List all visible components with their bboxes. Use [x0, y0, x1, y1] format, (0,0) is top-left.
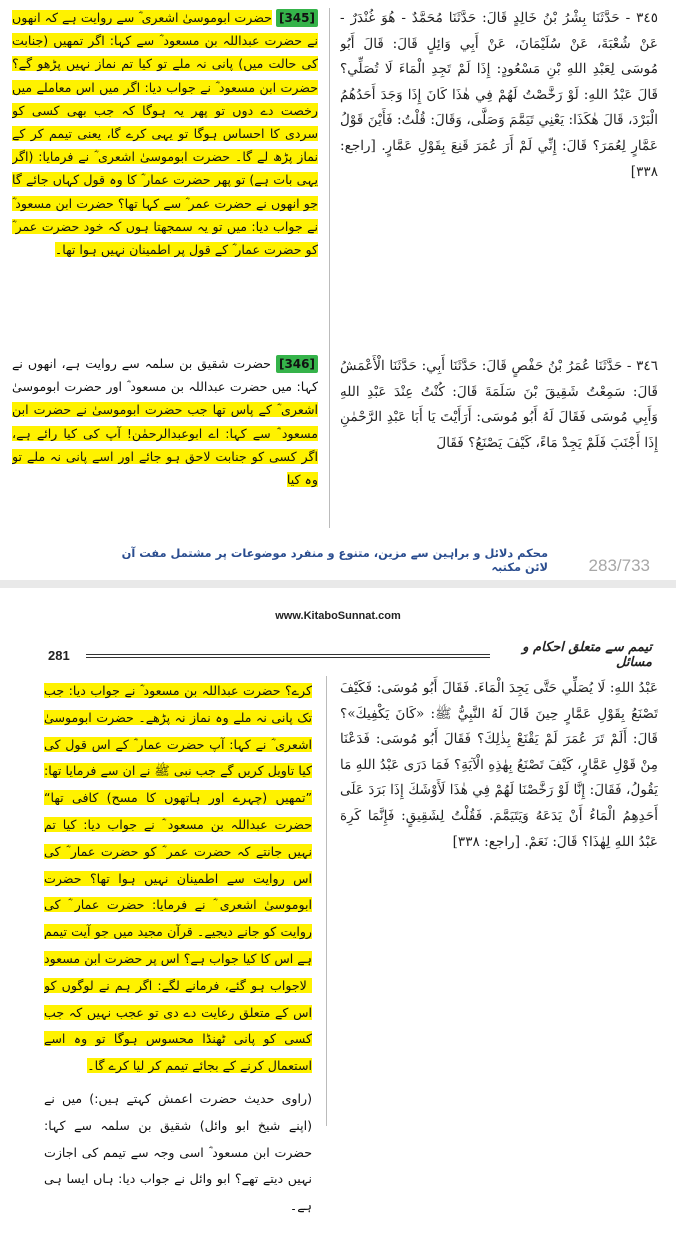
page-281 — [0, 588, 676, 1244]
header-rule — [86, 654, 490, 658]
hadith-346-urdu-highlight: اشعری ؓ کے پاس تھا جب حضرت ابوموسیٰ نے حضرت ابن مسعود ؓ سے کہا: اے ابوعبدالرحمٰن! آپ کی کیا رائے ہے، اگر کسی کو جنابت لاحق ہو جائے اور اسے پانی نہ ملے تو وہ کیا — [12, 402, 318, 488]
hadith-346-arabic-cont — [340, 676, 658, 946]
hadith-346-arabic — [340, 354, 658, 534]
hadith-345-arabic — [340, 6, 658, 281]
page-283 — [0, 0, 676, 580]
hadith-345-urdu-text: حضرت ابوموسیٰ اشعری ؓ سے روایت ہے کہ انھوں نے حضرت عبداللہ بن مسعود ؓ سے کہا: اگر تمھیں (جنابت کی حالت میں) پانی نہ ملے تو کیا تم نماز نہیں پڑھو گے؟ حضرت ابن مسعود ؓ نے جواب دیا: اگر میں اس معاملے میں رخصت دے دوں تو پھر یہ ہوگا کہ جب بھی کسی کو سردی کا احساس ہوگا تو یہی کرے گا، یعنی تیمم کر کے نماز پڑھ لے گا۔ حضرت ابوموسیٰ اشعری ؓ نے فرمایا: (اگر یہی بات ہے) تو پھر حضرت عمار ؓ کا وہ قول کہاں جائے گا جو انھوں نے حضرت عمر ؓ سے کہا تھا؟ حضرت ابن مسعود ؓ نے جواب دیا: میں تو یہ سمجھتا ہوں کہ خود حضرت عمر ؓ کو حضرت عمار ؓ کے قول پر اطمینان نہیں ہوا تھا۔ — [12, 10, 318, 258]
hadith-345-urdu — [12, 6, 318, 346]
hadith-346-arabic-text: ٣٤٦ - حَدَّثَنَا عُمَرُ بْنُ حَفْصٍ قَالَ: حَدَّثَنَا أَبِي: حَدَّثَنَا الْأَعْمَشُ قَالَ: سَمِعْتُ شَقِيقَ بْنَ سَلَمَةَ قَالَ: كُنْتُ عِنْدَ عَبْدِ اللهِ وَأَبِي مُوسَى فَقَالَ لَهُ أَبُو مُوسَى: أَرَأَيْتَ يَا أَبَا عَبْدِ الرَّحْمٰنِ إِذَا أَجْنَبَ فَلَمْ يَجِدْ مَاءً، كَيْفَ يَصْنَعُ؟ فَقَالَ — [340, 358, 658, 451]
page-number: 281 — [48, 648, 70, 663]
urdu-cont-highlight: کرے؟ حضرت عبداللہ بن مسعود ؓ نے جواب دیا: جب تک پانی نہ ملے وہ نماز نہ پڑھے۔ حضرت ابوموسیٰ اشعری ؓ نے کہا: آپ حضرت عمار ؓ کے اس قول کی کیا تاویل کریں گے جب نبی ﷺ نے ان سے فرمایا تھا: ”تمھیں (چہرے اور ہاتھوں کا مسح) کافی تھا“ حضرت عبداللہ بن مسعود ؓ نے جواب دیا: کیا تم نہیں جانتے کہ حضرت عمر ؓ کو حضرت عمار ؓ کی اس روایت سے اطمینان نہیں ہوا تھا؟ حضرت ابوموسیٰ اشعری ؓ نے فرمایا: حضرت عمار ؓ کی روایت کو جانے دیجیے۔ قرآن مجید میں جو آیت تیمم ہے اس کا کیا جواب ہے؟ اس پر حضرت ابن مسعود ؓ لاجواب ہو گئے، فرمانے لگے: اگر ہم نے لوگوں کو اس کے متعلق رعایت دے دی تو عجب نہیں کہ جب کسی کو پانی ٹھنڈا محسوس ہوگا تو وہ اسے استعمال کرنے کے بجائے تیمم کر لیا کرے گا۔ — [44, 683, 312, 1074]
urdu-cont-plain: (راوی حدیث حضرت اعمش کہتے ہیں:) میں نے (اپنے شیخ ابو وائل) شقیق بن سلمہ سے کہا: حضرت ابن مسعود ؓ اسی وجہ سے تیمم کی اجازت نہیں دیتے تھے؟ ابو وائل نے جواب دیا: ہاں ایسا ہی ہے۔ — [44, 1090, 312, 1214]
hadith-number-tag: [346] — [276, 355, 318, 373]
hadith-346-arabic-cont-text: عَبْدُ اللهِ: لَا يُصَلِّي حَتَّى يَجِدَ الْمَاءَ. فَقَالَ أَبُو مُوسَى: فَكَيْفَ تَصْنَعُ بِقَوْلِ عَمَّارٍ حِينَ قَالَ لَهُ النَّبِيُّ ﷺ: «كَانَ يَكْفِيكَ»؟ قَالَ: أَلَمْ تَرَ عُمَرَ لَمْ يَقْنَعْ بِذٰلِكَ؟ فَقَالَ أَبُو مُوسَى: فَدَعْنَا مِنْ قَوْلِ عَمَّارٍ، كَيْفَ تَصْنَعُ بِهٰذِهِ الْآيَةِ؟ فَمَا دَرَى عَبْدُ اللهِ مَا يَقُولُ، فَقَالَ: إِنَّا لَوْ رَخَّصْنَا لَهُمْ فِي هٰذَا لَأَوْشَكَ إِذَا بَرَدَ عَلَى أَحَدِهِمُ الْمَاءُ أَنْ يَدَعَهُ وَيَتَيَمَّمَ. فَقُلْتُ لِشَقِيقٍ: فَإِنَّمَا كَرِهَ عَبْدُ اللهِ لِهٰذَا؟ قَالَ: نَعَمْ. [راجع: ٣٣٨] — [340, 680, 658, 850]
page-counter: 283/733 — [588, 556, 650, 575]
column-divider — [329, 8, 330, 528]
hadith-number-tag: [345] — [276, 9, 318, 27]
hadith-346-urdu-cont — [44, 678, 312, 1238]
hadith-346-urdu — [12, 352, 318, 534]
site-url[interactable]: www.KitaboSunnat.com — [275, 610, 401, 622]
column-divider — [326, 676, 327, 1126]
hadith-346-urdu-plain: حضرت شقیق بن سلمہ سے روایت ہے، انھوں نے کہا: میں حضرت عبداللہ بن مسعود ؓ اور حضرت ابوموسیٰ — [12, 356, 318, 395]
running-head: تیمم سے متعلق احکام و مسائل — [522, 640, 652, 670]
page-divider — [0, 580, 676, 588]
library-footer: محکم دلائل و براہین سے مزین، متنوع و منفرد موضوعات پر مشتمل مفت آن لائن مکتبہ — [121, 546, 548, 574]
hadith-345-arabic-text: ٣٤٥ - حَدَّثَنَا بِشْرُ بْنُ خَالِدٍ قَالَ: حَدَّثَنَا مُحَمَّدٌ - هُوَ غُنْدَرٌ - عَنْ شُعْبَةَ، عَنْ سُلَيْمَانَ، عَنْ أَبِي وَائِلٍ قَالَ: قَالَ أَبُو مُوسَى لِعَبْدِ اللهِ بْنِ مَسْعُودٍ: إِذَا لَمْ تَجِدِ الْمَاءَ لَا تُصَلِّي؟ قَالَ عَبْدُ اللهِ: لَوْ رَخَّصْتُ لَهُمْ فِي هٰذَا كَانَ إِذَا وَجَدَ أَحَدُهُمُ الْبَرْدَ، قَالَ هٰكَذَا: يَعْنِي تَيَمَّمَ وَصَلَّى، وَقَالَ: قُلْتُ: فَأَيْنَ قَوْلُ عَمَّارٍ لِعُمَرَ؟ قَالَ: إِنِّي لَمْ أَرَ عُمَرَ قَنِعَ بِقَوْلِ عَمَّارٍ. [راجع: ٣٣٨] — [340, 10, 658, 180]
